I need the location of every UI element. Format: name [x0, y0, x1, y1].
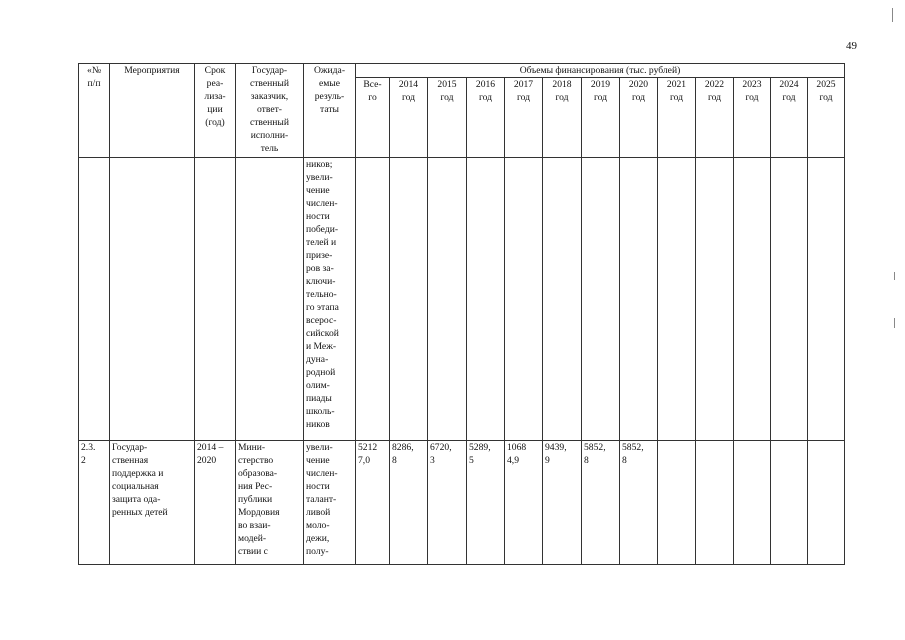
header-year: 2019 год	[582, 78, 620, 158]
scan-edge-mark	[894, 272, 895, 280]
year-value	[658, 441, 696, 565]
header-year: 2017 год	[505, 78, 543, 158]
expected-results-cell: увели- чение числен- ности талант- ливой моло- дежи, полу-	[304, 441, 356, 565]
row-number: 2.3. 2	[79, 441, 110, 565]
year-value	[808, 441, 845, 565]
financing-table	[78, 63, 845, 565]
header-year: 2015 год	[428, 78, 467, 158]
total-value: 5212 7,0	[356, 441, 390, 565]
year-value	[734, 441, 771, 565]
page-number: 49	[846, 40, 857, 52]
header-year: 2021 год	[658, 78, 696, 158]
header-year: 2018 год	[543, 78, 582, 158]
header-year: 2020 год	[620, 78, 658, 158]
customer-cell: Мини- стерство образова- ния Рес- публики Мордовия во взаи- модей- ствии с	[236, 441, 304, 565]
header-events: Мероприятия	[110, 64, 195, 158]
header-year: 2023 год	[734, 78, 771, 158]
year-value	[696, 441, 734, 565]
header-total: Все- го	[356, 78, 390, 158]
year-value: 5852, 8	[582, 441, 620, 565]
header-year: 2025 год	[808, 78, 845, 158]
header-expected-results: Ожида- емые резуль- таты	[304, 64, 356, 158]
header-funding: Объемы финансирования (тыс. рублей)	[356, 64, 845, 78]
header-year: 2014 год	[390, 78, 428, 158]
year-value: 8286, 8	[390, 441, 428, 565]
year-value: 1068 4,9	[505, 441, 543, 565]
header-customer: Государ- ственный заказчик, ответ- ственный исполни- тель	[236, 64, 304, 158]
scan-edge-mark	[894, 318, 895, 328]
scan-edge-mark	[892, 8, 893, 22]
header-term: Срок реа- лиза- ции (год)	[195, 64, 236, 158]
header-year: 2022 год	[696, 78, 734, 158]
event-name: Государ- ственная поддержка и социальная защита ода- ренных детей	[110, 441, 195, 565]
year-value	[771, 441, 808, 565]
year-value: 9439, 9	[543, 441, 582, 565]
header-year: 2016 год	[467, 78, 505, 158]
header-year: 2024 год	[771, 78, 808, 158]
table-row	[79, 441, 845, 565]
year-value: 6720, 3	[428, 441, 467, 565]
implementation-term: 2014 – 2020	[195, 441, 236, 565]
header-number: «№ п/п	[79, 64, 110, 158]
table-row	[79, 158, 845, 441]
year-value: 5289, 5	[467, 441, 505, 565]
year-value: 5852, 8	[620, 441, 658, 565]
expected-results-cell: ников; увели- чение числен- ности победи- телей и призе- ров за- ключи- тельно- го этапа всерос- сийской и Меж- дуна- родной олим- пиады школь- ников	[304, 158, 356, 441]
